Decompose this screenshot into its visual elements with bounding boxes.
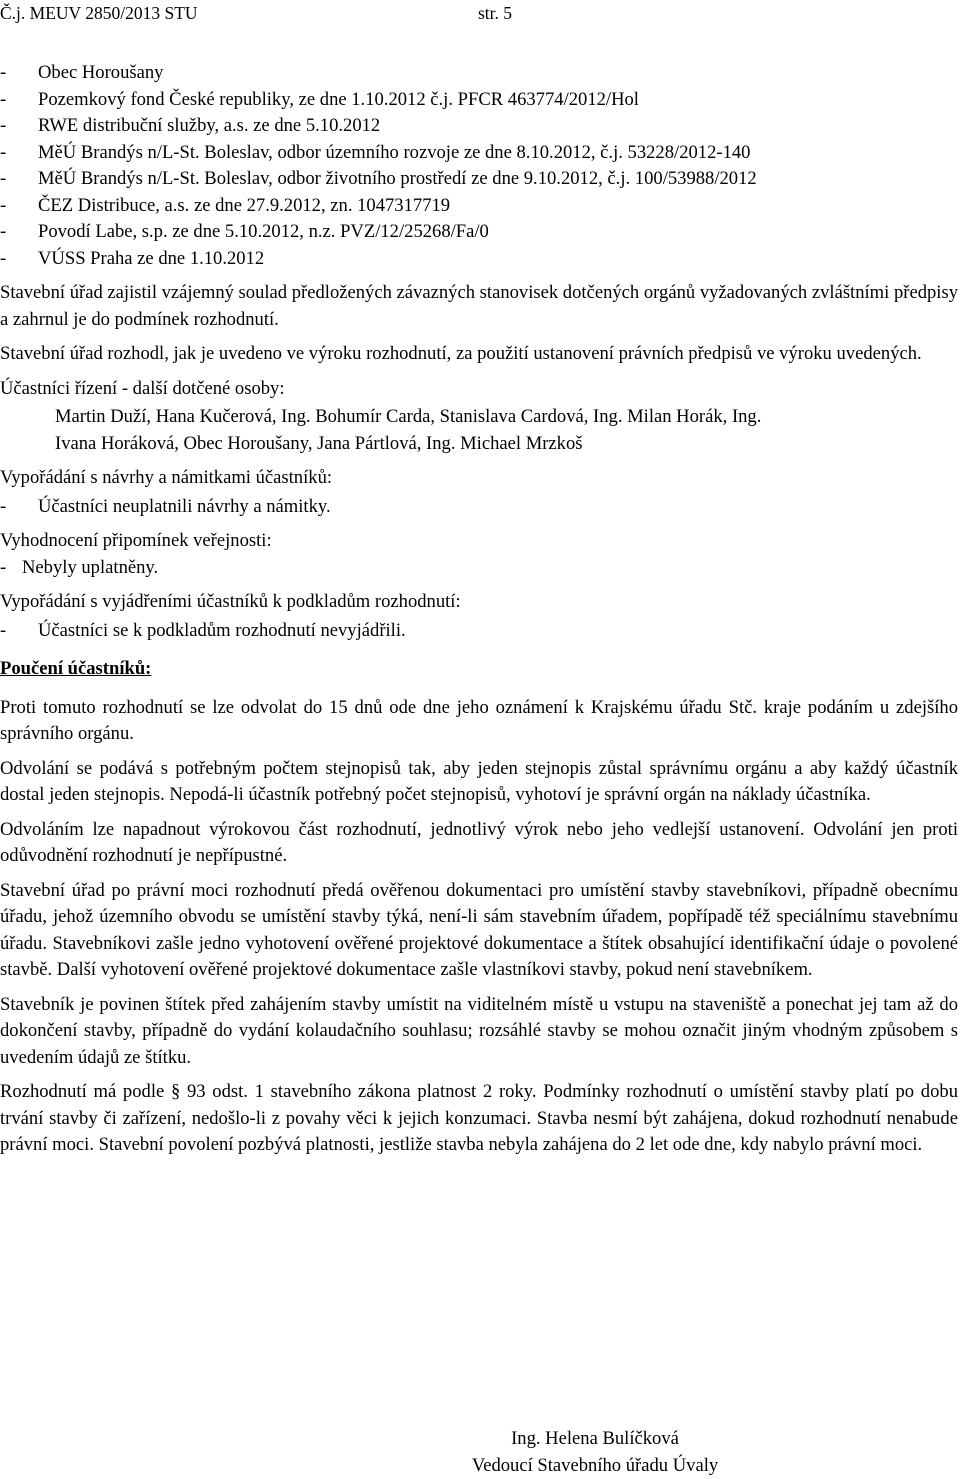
participants-line: Ivana Horáková, Obec Horoušany, Jana Pártlová, Ing. Michael Mrzkoš xyxy=(0,431,958,458)
page-number: str. 5 xyxy=(478,2,512,24)
list-item: - Nebyly uplatněny. xyxy=(0,555,958,582)
list-item: - MěÚ Brandýs n/L-St. Boleslav, odbor územního rozvoje ze dne 8.10.2012, č.j. 53228/2012-140 xyxy=(0,140,958,167)
stakeholder-list xyxy=(0,60,958,272)
paragraph-soulad: Stavební úřad zajistil vzájemný soulad předložených závazných stanovisek dotčených orgánů vyžadovaných zvláštními předpisy a zahrnul je do podmínek rozhodnutí. xyxy=(0,280,958,333)
paragraph-stitek: Stavebník je povinen štítek před zahájením stavby umístit na viditelném místě u vstupu na staveniště a ponechat jej tam až do dokončení stavby, případně do vydání kolaudačního souhlasu; rozsáhlé stavby se mohou označit jiným vhodným způsobem s uvedením údajů ze štítku. xyxy=(0,992,958,1072)
paragraph-platnost: Rozhodnutí má podle § 93 odst. 1 stavebního zákona platnost 2 roky. Podmínky rozhodnutí o umístění stavby platí po dobu trvání stavby či zařízení, nedošlo-li z povahy věci k jejich konzumaci. Stavba nesmí být zahájena, dokud rozhodnutí nenabude právní moci. Stavební povolení pozbývá platnosti, jestliže stavba nebyla zahájena do 2 let ode dne, kdy nabylo právní moci. xyxy=(0,1079,958,1159)
list-item: - MěÚ Brandýs n/L-St. Boleslav, odbor životního prostředí ze dne 9.10.2012, č.j. 100/53988/2012 xyxy=(0,166,958,193)
list-item: - Účastníci neuplatnili návrhy a námitky. xyxy=(0,494,958,521)
list-item: - Obec Horoušany xyxy=(0,60,958,87)
heading-navrhy: Vypořádání s návrhy a námitkami účastníků: xyxy=(0,465,958,492)
list-item: - RWE distribuční služby, a.s. ze dne 5.10.2012 xyxy=(0,113,958,140)
paragraph-vyrokova-cast: Odvoláním lze napadnout výrokovou část rozhodnutí, jednotlivý výrok nebo jeho vedlejší ustanovení. Odvolání jen proti odůvodnění rozhodnutí je nepřípustné. xyxy=(0,817,958,870)
heading-verejnost: Vyhodnocení připomínek veřejnosti: xyxy=(0,528,958,555)
participants-line: Martin Duží, Hana Kučerová, Ing. Bohumír Carda, Stanislava Cardová, Ing. Milan Horák, Ing. xyxy=(0,404,958,431)
signatory-name: Ing. Helena Bulíčková xyxy=(445,1426,745,1453)
paragraph-stejnopisy: Odvolání se podává s potřebným počtem stejnopisů tak, aby jeden stejnopis zůstal správnímu orgánu a aby každý účastník dostal jeden stejnopis. Nepodá-li účastník potřebný počet stejnopisů, vyhotoví je správní orgán na náklady účastníka. xyxy=(0,756,958,809)
list-item: - Pozemkový fond České republiky, ze dne 1.10.2012 č.j. PFCR 463774/2012/Hol xyxy=(0,87,958,114)
paragraph-odvolat: Proti tomuto rozhodnutí se lze odvolat do 15 dnů ode dne jeho oznámení k Krajskému úřadu Stč. kraje podáním u zdejšího správního orgánu. xyxy=(0,695,958,748)
signature-block xyxy=(445,1426,745,1479)
list-item: - ČEZ Distribuce, a.s. ze dne 27.9.2012, zn. 1047317719 xyxy=(0,193,958,220)
list-item: - Účastníci se k podkladům rozhodnutí nevyjádřili. xyxy=(0,618,958,645)
signatory-title: Vedoucí Stavebního úřadu Úvaly xyxy=(445,1453,745,1479)
list-item: - VÚSS Praha ze dne 1.10.2012 xyxy=(0,246,958,273)
list-item: - Povodí Labe, s.p. ze dne 5.10.2012, n.z. PVZ/12/25268/Fa/0 xyxy=(0,219,958,246)
heading-pouceni: Poučení účastníků: xyxy=(0,656,151,683)
paragraph-rozhodl: Stavební úřad rozhodl, jak je uvedeno ve výroku rozhodnutí, za použití ustanovení právních předpisů ve výroku uvedených. xyxy=(0,341,958,368)
reference-number: Č.j. MEUV 2850/2013 STU xyxy=(0,2,198,24)
document-body xyxy=(0,60,958,1159)
heading-ucastnici: Účastníci řízení - další dotčené osoby: xyxy=(0,376,958,403)
paragraph-pravni-moc: Stavební úřad po právní moci rozhodnutí předá ověřenou dokumentaci pro umístění stavby stavebníkovi, případně obecnímu úřadu, jehož územního obvodu se umístění stavby týká, není-li sám stavebním úřadem, popřípadě též speciálnímu stavebnímu úřadu. Stavebníkovi zašle jedno vyhotovení ověřené projektové dokumentace a štítek obsahující identifikační údaje o povolené stavbě. Další vyhotovení ověřené projektové dokumentace zašle vlastníkovi stavby, pokud není stavebníkem. xyxy=(0,878,958,984)
heading-podklady: Vypořádání s vyjádřeními účastníků k podkladům rozhodnutí: xyxy=(0,589,958,616)
